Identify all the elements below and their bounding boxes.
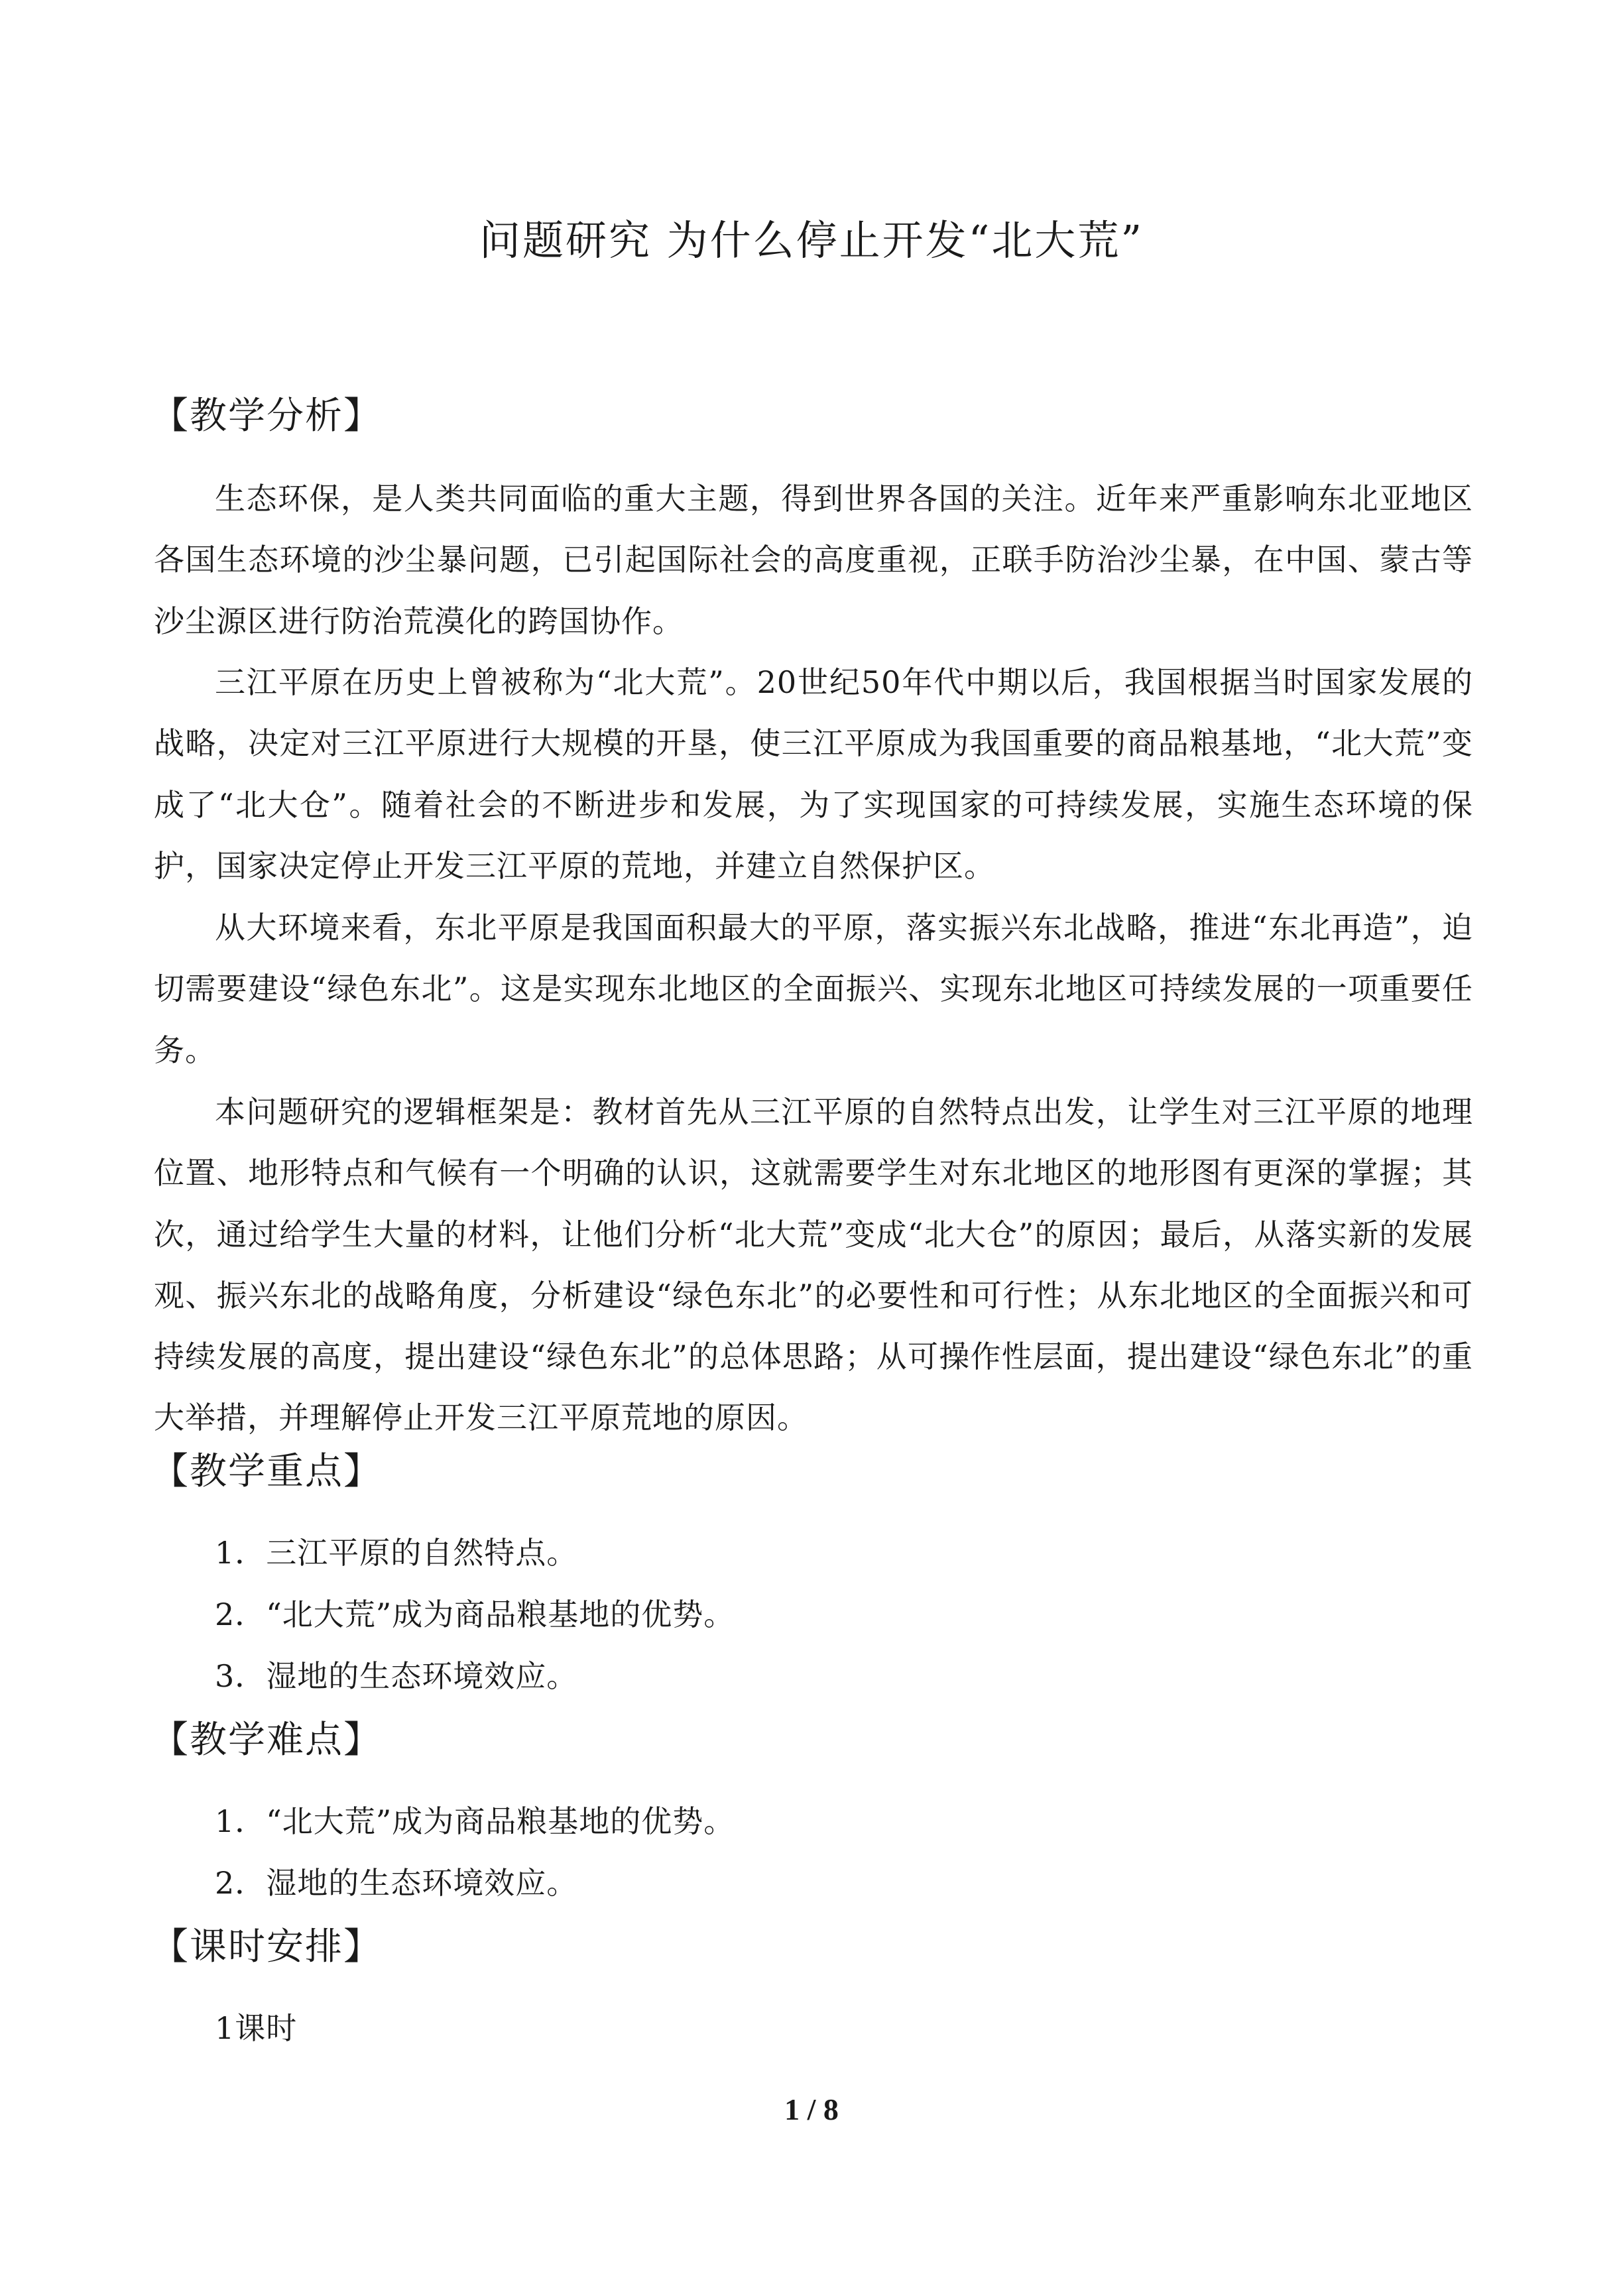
page-number: 1 / 8 — [784, 2092, 839, 2126]
difficulty-item: 2．湿地的生态环境效应。 — [215, 1865, 578, 1901]
analysis-paragraph-4: 本问题研究的逻辑框架是：教材首先从三江平原的自然特点出发，让学生对三江平原的地理位置、地形特点和气候有一个明确的认识，这就需要学生对东北地区的地形图有更深的掌握；其次，通过给学生大量的材料，让他们分析“北大荒”变成“北大仓”的原因；最后，从落实新的发展观、振兴东北的战略角度，分析建设“绿色东北”的必要性和可行性；从东北地区的全面振兴和可持续发展的高度，提出建设“绿色东北”的总体思路；从可操作性层面，提出建设“绿色东北”的重大举措，并理解停止开发三江平原荒地的原因。 — [154, 1094, 1473, 1436]
section-heading-difficulties: 【教学难点】 — [151, 1719, 382, 1762]
analysis-paragraph-2: 三江平原在历史上曾被称为“北大荒”。20世纪50年代中期以后，我国根据当时国家发展的战略，决定对三江平原进行大规模的开垦，使三江平原成为我国重要的商品粮基地，“北大荒”变成了“北大仓”。随着社会的不断进步和发展，为了实现国家的可持续发展，实施生态环境的保护，国家决定停止开发三江平原的荒地，并建立自然保护区。 — [154, 664, 1473, 884]
page-title: 问题研究 为什么停止开发“北大荒” — [479, 216, 1144, 265]
key-point-item: 3．湿地的生态环境效应。 — [215, 1658, 578, 1694]
key-point-item: 2．“北大荒”成为商品粮基地的优势。 — [215, 1597, 735, 1632]
key-point-item: 1．三江平原的自然特点。 — [215, 1535, 578, 1571]
analysis-paragraph-1: 生态环保，是人类共同面临的重大主题，得到世界各国的关注。近年来严重影响东北亚地区各国生态环境的沙尘暴问题，已引起国际社会的高度重视，正联手防治沙尘暴，在中国、蒙古等沙尘源区进行防治荒漠化的跨国协作。 — [154, 481, 1473, 639]
analysis-paragraph-3: 从大环境来看，东北平原是我国面积最大的平原，落实振兴东北战略，推进“东北再造”，迫切需要建设“绿色东北”。这是实现东北地区的全面振兴、实现东北地区可持续发展的一项重要任务。 — [154, 910, 1473, 1068]
section-heading-key-points: 【教学重点】 — [151, 1450, 382, 1493]
section-heading-analysis: 【教学分析】 — [151, 394, 382, 438]
section-heading-schedule: 【课时安排】 — [151, 1925, 382, 1968]
schedule-text: 1课时 — [215, 2010, 298, 2046]
difficulty-item: 1．“北大荒”成为商品粮基地的优势。 — [215, 1803, 735, 1839]
